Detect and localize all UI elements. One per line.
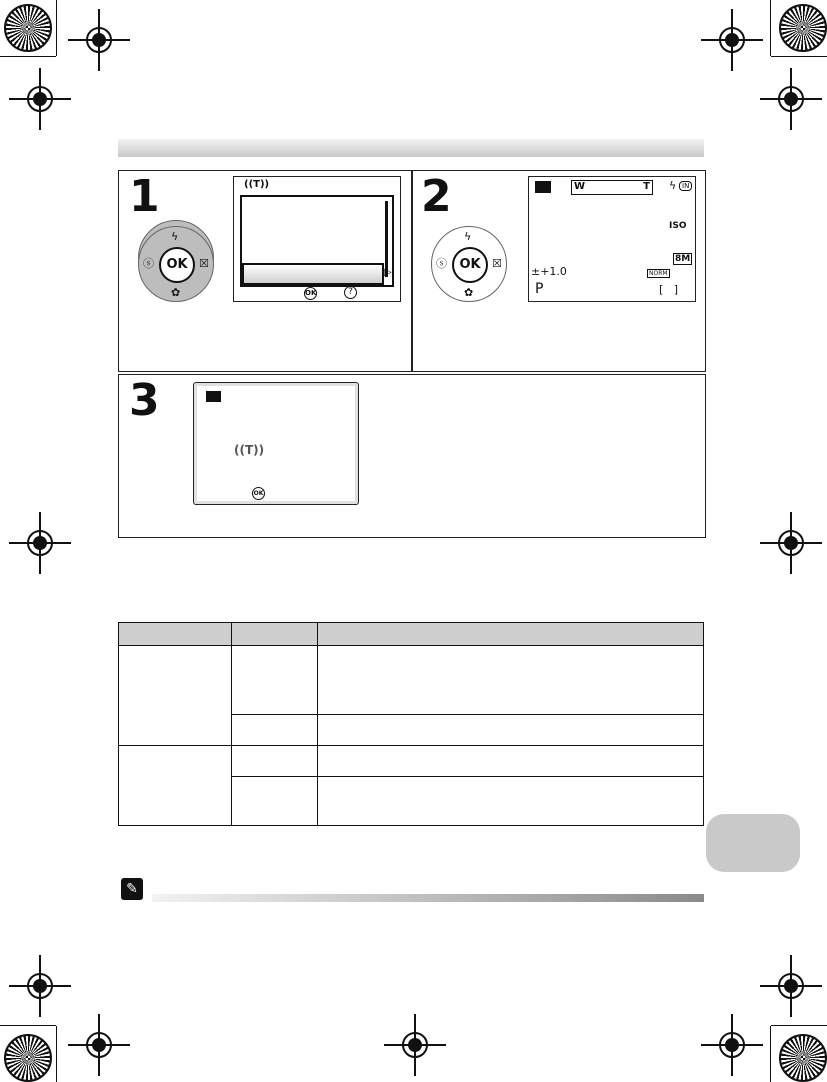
scroll-bar (385, 201, 388, 277)
flash-mode-icon: ϟ (669, 179, 677, 192)
flash-icon: ϟ (464, 230, 472, 243)
camera-screen (233, 176, 401, 302)
ok-button: OK (159, 247, 195, 283)
table-cell (232, 746, 318, 777)
step-number: 1 (129, 171, 160, 222)
step-number: 2 (421, 171, 452, 222)
table-header-cell (318, 623, 704, 646)
iso-label: ISO (669, 221, 687, 231)
multi-selector-dial (138, 226, 214, 302)
table-cell (119, 746, 232, 826)
self-timer-icon: ⓢ (143, 257, 154, 270)
camera-screen (193, 382, 359, 505)
macro-icon: ✿ (464, 286, 474, 299)
crop-mark (56, 0, 57, 56)
registration-mark-icon (27, 973, 53, 999)
table-row (119, 646, 704, 715)
color-target-icon (779, 1034, 827, 1082)
registration-mark-icon (719, 1032, 745, 1058)
wireless-icon: ((T)) (234, 443, 265, 457)
table-row (119, 746, 704, 777)
registration-mark-icon (778, 86, 804, 112)
registration-mark-icon (86, 1032, 112, 1058)
color-target-icon (4, 1034, 52, 1082)
table-cell (232, 777, 318, 826)
zoom-indicator (571, 180, 653, 195)
help-icon: ? (344, 286, 357, 299)
ok-icon: OK (304, 287, 317, 300)
frames-remaining: [ ] (659, 283, 679, 296)
table-cell (119, 646, 232, 746)
registration-mark-icon (778, 973, 804, 999)
registration-mark-icon (27, 86, 53, 112)
macro-icon: ✿ (171, 286, 181, 299)
registration-mark-icon (402, 1032, 428, 1058)
table-header-row (119, 623, 704, 646)
battery-icon (535, 181, 551, 193)
registration-mark-icon (27, 530, 53, 556)
crop-mark (56, 1026, 57, 1082)
table-cell (318, 646, 704, 715)
exposure-icon: ☒ (199, 257, 209, 270)
arrow-right-icon: ▷ (384, 267, 392, 278)
chapter-tab (706, 814, 800, 872)
crop-mark (0, 56, 56, 57)
image-size-label: 8M (675, 254, 691, 264)
self-timer-icon: ⓢ (436, 257, 447, 270)
step-number: 3 (129, 375, 160, 426)
internal-memory-icon: IN (679, 181, 692, 191)
multi-selector-dial (431, 226, 507, 302)
zoom-tele-label: T (643, 181, 650, 192)
flash-icon: ϟ (171, 230, 179, 243)
crop-mark (0, 1025, 56, 1026)
settings-table (118, 622, 704, 826)
exposure-comp-label: ±+1.0 (531, 265, 567, 278)
ok-button: OK (452, 247, 488, 283)
exposure-icon: ☒ (492, 257, 502, 270)
table-cell (318, 715, 704, 746)
registration-mark-icon (778, 530, 804, 556)
table-cell (232, 646, 318, 715)
color-target-icon (779, 4, 827, 52)
table-header-cell (119, 623, 232, 646)
table-cell (318, 777, 704, 826)
battery-icon (206, 391, 221, 402)
registration-mark-icon (719, 27, 745, 53)
ok-icon: OK (252, 487, 265, 500)
crop-mark (771, 56, 827, 57)
note-bar (152, 894, 704, 902)
registration-mark-icon (86, 27, 112, 53)
table-cell (232, 715, 318, 746)
quality-label: NORM (649, 270, 668, 277)
zoom-wide-label: W (574, 181, 586, 192)
camera-screen (528, 176, 696, 302)
crop-mark (770, 0, 771, 56)
shooting-mode-label: P (535, 281, 544, 297)
color-target-icon (4, 4, 52, 52)
section-title-bar (118, 139, 704, 157)
selected-menu-item (242, 263, 384, 285)
menu-frame (240, 195, 394, 287)
crop-mark (771, 1025, 827, 1026)
pencil-icon: ✎ (121, 878, 143, 900)
wireless-icon: ((T)) (244, 179, 270, 190)
table-cell (318, 746, 704, 777)
table-header-cell (232, 623, 318, 646)
crop-mark (770, 1026, 771, 1082)
